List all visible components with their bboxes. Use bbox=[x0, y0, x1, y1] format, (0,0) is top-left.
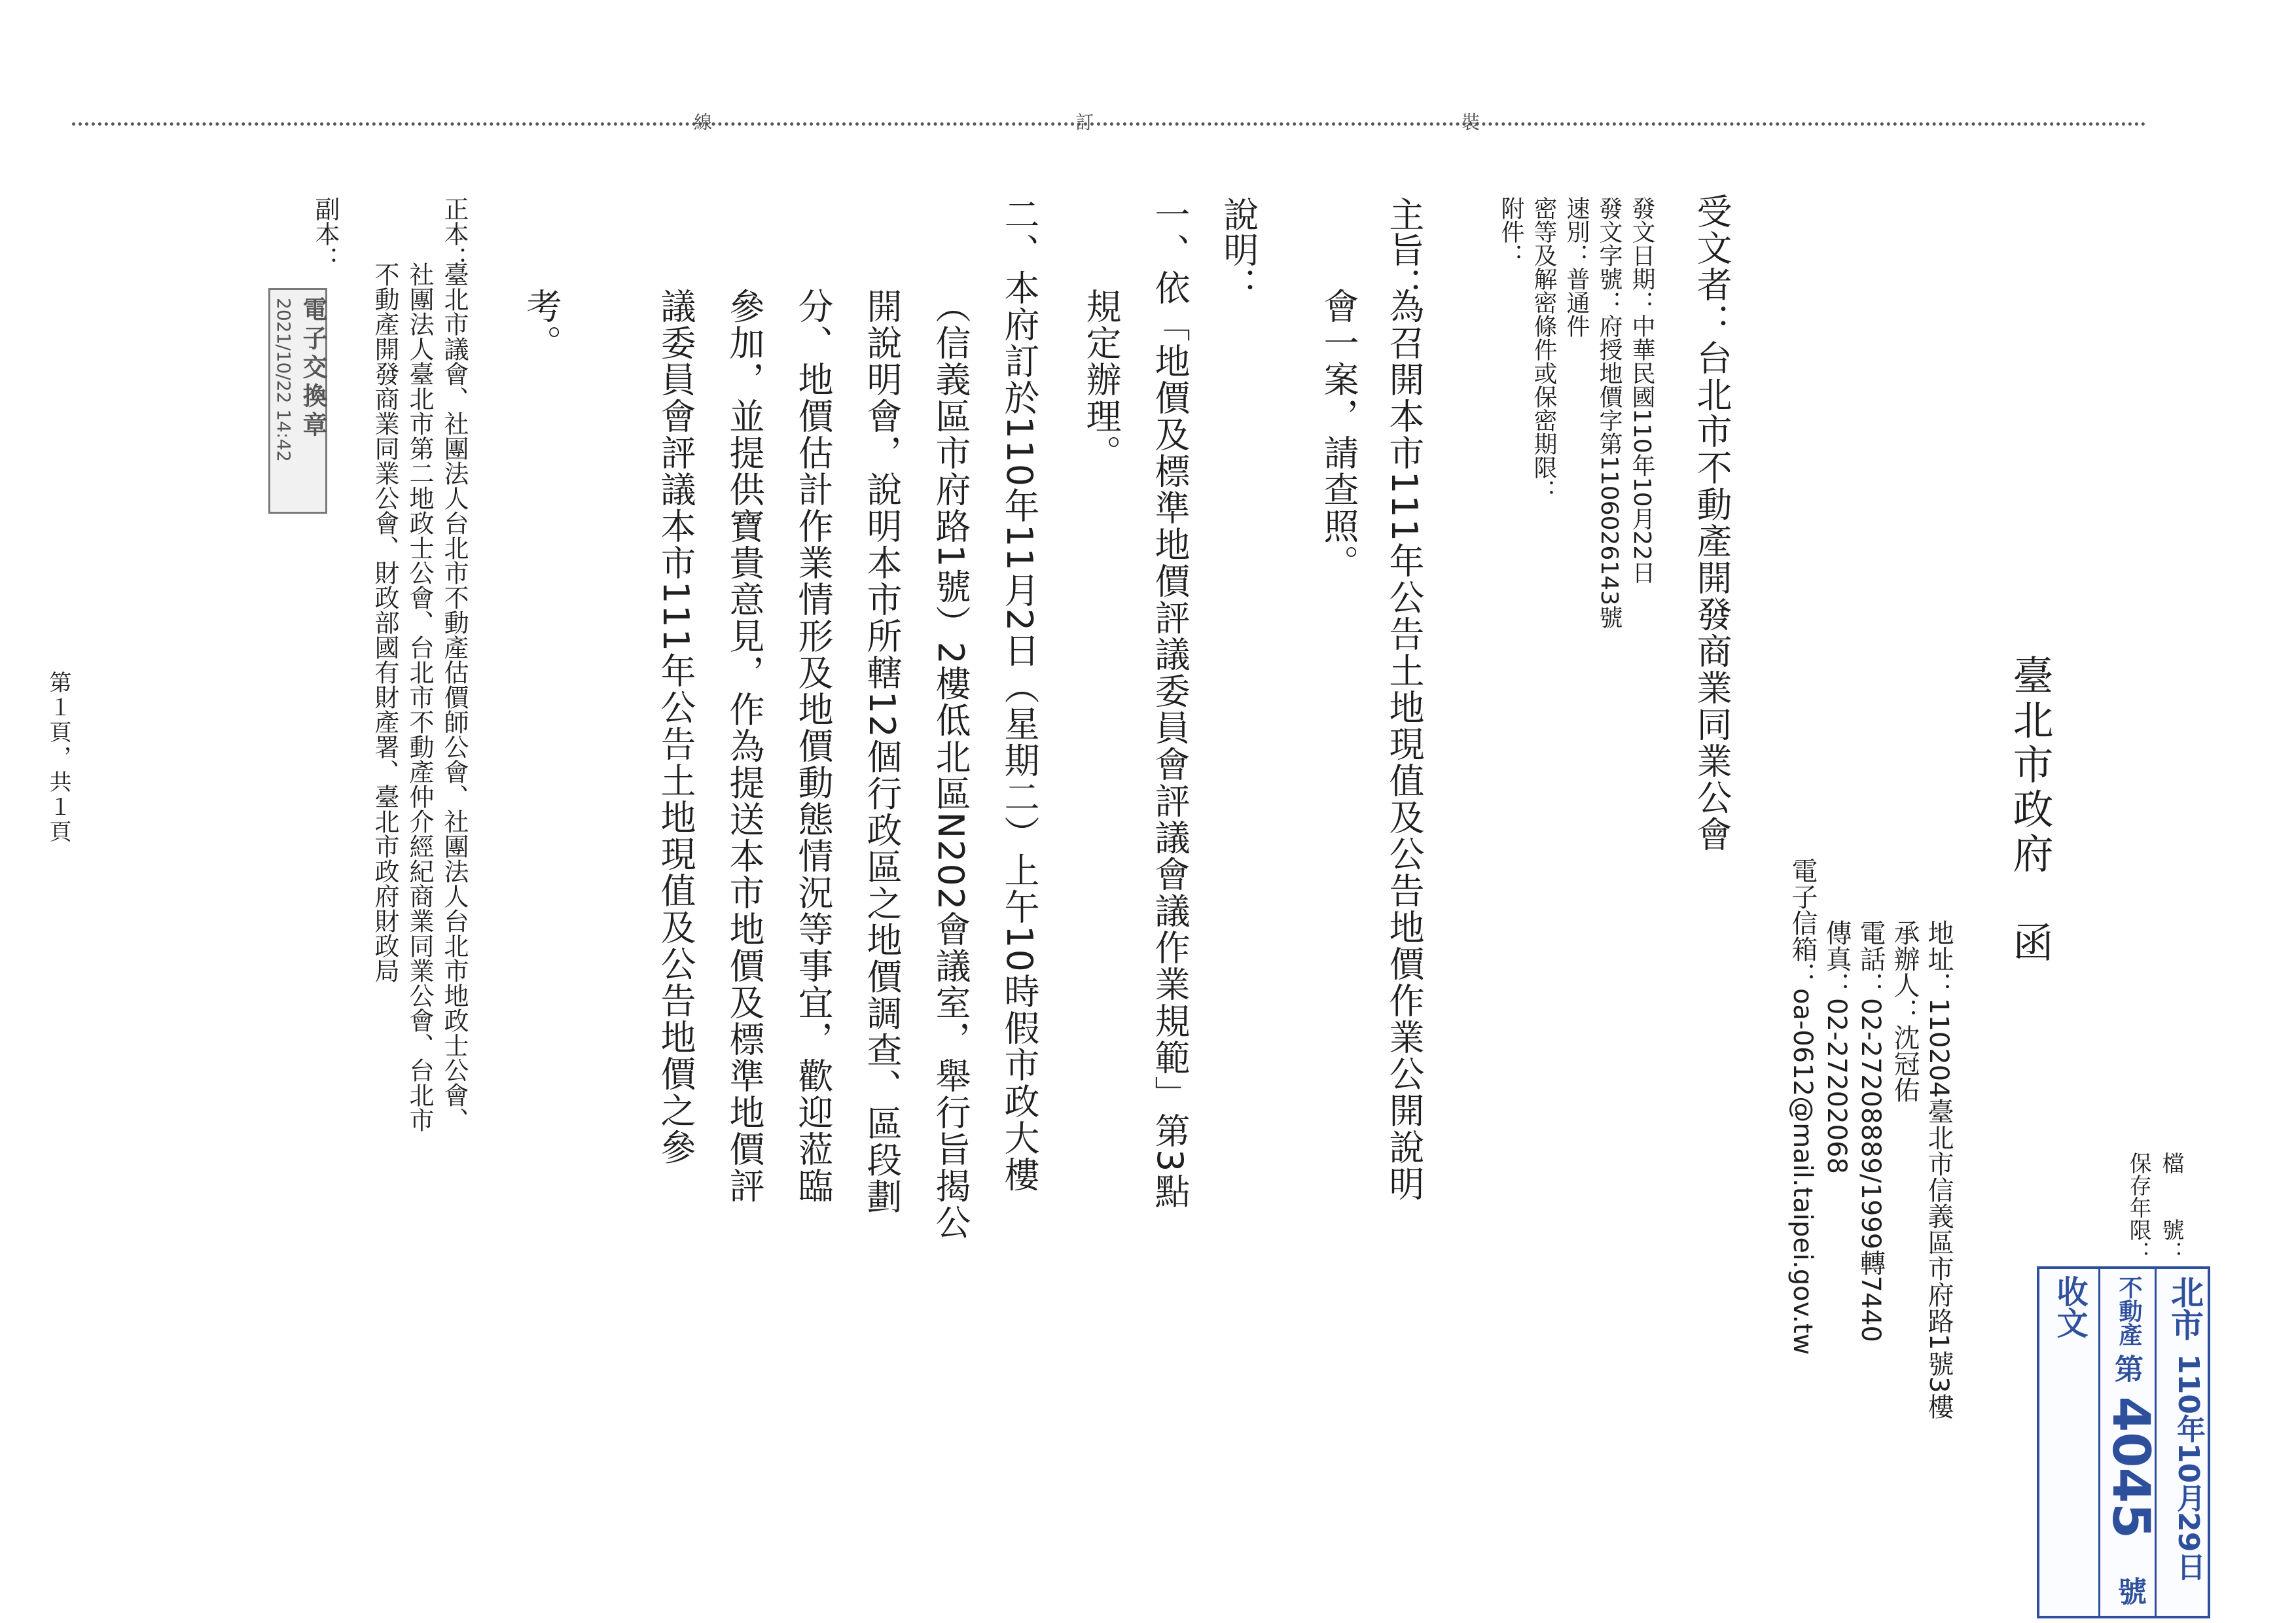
recipient: 受文者：台北市不動產開發商業同業公會 bbox=[1691, 193, 1732, 853]
stamp-type: 收文 bbox=[2051, 1275, 2088, 1338]
secrecy-level: 密等及解密條件或保密期限： bbox=[1530, 196, 1557, 503]
receipt-stamp bbox=[2037, 1266, 2210, 1618]
email: 電子信箱：oa-0612@mail.taipei.gov.tw bbox=[1787, 857, 1818, 1355]
stamp-dept: 不動產 bbox=[2115, 1275, 2142, 1346]
explanation-item-1-line-2: 規定辦理。 bbox=[1081, 288, 1122, 471]
main-recipients-line-3: 不動產開發商業同業公會、財政部國有財產署、臺北市政府財政局 bbox=[370, 262, 399, 983]
issue-date: 發文日期：中華民國110年10月22日 bbox=[1628, 196, 1655, 584]
exchange-stamp-datetime: 2021/10/22 14:42 bbox=[273, 298, 295, 462]
subject-line-2: 會一案，請查照。 bbox=[1318, 288, 1359, 581]
subject-line-1: 為召開本市111年公告土地現值及公告地價作業公開說明 bbox=[1384, 288, 1425, 1203]
delivery-speed: 速別：普通件 bbox=[1563, 196, 1590, 338]
document-title: 臺北市政府 函 bbox=[2006, 654, 2054, 966]
explanation-item-1-line-1: 一、依「地價及標準地價評議委員會評議會議作業規範」第3點 bbox=[1149, 196, 1191, 1210]
phone: 電話：02-27208889/1999轉7440 bbox=[1856, 919, 1886, 1342]
explanation-item-2-line-4: 分、地價估計作業情形及地價動態情況等事宜，歡迎蒞臨 bbox=[793, 288, 834, 1204]
fax: 傳真：02-27202068 bbox=[1821, 919, 1852, 1174]
stamp-date: 110年10月29日 bbox=[2172, 1354, 2205, 1581]
main-recipients-label: 正本： bbox=[440, 196, 469, 271]
page-footer: 第１頁，共１頁 bbox=[45, 671, 71, 845]
explanation-item-2-line-6: 議委員會評議本市111年公告土地現值及公告地價之參 bbox=[655, 288, 696, 1166]
explanation-item-2-line-7: 考。 bbox=[521, 288, 562, 361]
explanation-item-2-line-3: 開說明會，說明本市所轄12個行政區之地價調查、區段劃 bbox=[861, 288, 903, 1215]
cc-label: 副本： bbox=[311, 196, 340, 271]
binding-label-line: 線 bbox=[691, 113, 713, 131]
explanation-item-2-line-2: （信義區市府路1號）2樓低北區N202會議室，舉行旨揭公 bbox=[930, 288, 971, 1241]
stamp-org: 北市 bbox=[2166, 1275, 2204, 1341]
retention-label: 保存年限： bbox=[2125, 1152, 2151, 1263]
issue-number: 發文字號：府授地價字第1106026143號 bbox=[1596, 196, 1623, 630]
handler: 承辦人：沈冠佑 bbox=[1890, 919, 1920, 1103]
attachments: 附件： bbox=[1498, 196, 1524, 267]
stamp-number: 4045 bbox=[2101, 1397, 2160, 1539]
binding-label-bind: 裝 bbox=[1459, 113, 1480, 131]
electronic-exchange-stamp bbox=[268, 288, 327, 514]
subject-label: 主旨： bbox=[1384, 196, 1425, 302]
exchange-stamp-title: 電子交換章 bbox=[298, 296, 327, 440]
main-recipients-line-1: 臺北市議會、社團法人台北市不動產估價師公會、社團法人台北市地政士公會、 bbox=[440, 262, 469, 1132]
main-recipients-line-2: 社團法人臺北市第二地政士公會、台北市不動產仲介經紀商業同業公會、台北市 bbox=[405, 262, 434, 1132]
explanation-item-2-line-5: 參加，並提供寶貴意見，作為提送本市地價及標準地價評 bbox=[724, 288, 765, 1204]
binding-label-order: 訂 bbox=[1073, 113, 1094, 131]
stamp-no-suffix: 號 bbox=[2113, 1577, 2146, 1605]
explanation-item-2-line-1: 二、本府訂於110年11月2日（星期二）上午10時假市政大樓 bbox=[999, 196, 1040, 1193]
stamp-no-prefix: 第 bbox=[2109, 1354, 2143, 1383]
file-number-label: 檔 號： bbox=[2158, 1152, 2184, 1263]
binding-line bbox=[72, 122, 2147, 126]
explanation-label: 說明： bbox=[1218, 196, 1259, 302]
address: 地址：110204臺北市信義區市府路1號3樓 bbox=[1924, 919, 1954, 1419]
